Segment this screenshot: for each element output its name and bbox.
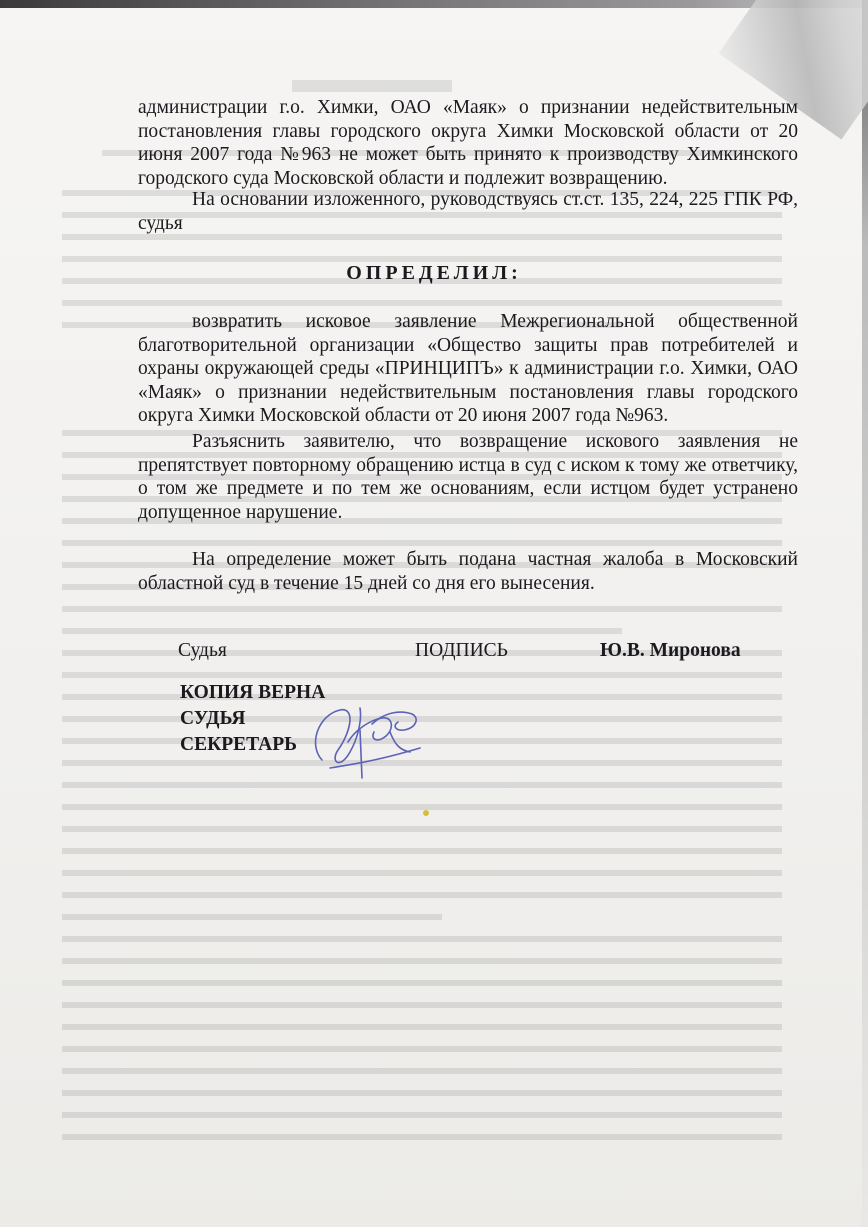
paragraph-explanation: Разъяснить заявителю, что возвращение искового заявления не препятствует повторному обращению истца в суд с иском к тому же ответчику, о том же предмете и по тем же основаниям, если истцом будет устранено допущенное нарушение. [138, 431, 798, 523]
heading-decided: ОПРЕДЕЛИЛ: [346, 262, 522, 284]
handwritten-signature-icon [300, 690, 430, 785]
judge-label: Судья [178, 640, 227, 661]
paragraph-legal-basis: На основании изложенного, руководствуясь ст.ст. 135, 224, 225 ГПК РФ, судья [138, 189, 798, 234]
paragraph-appeal: На определение может быть подана частная жалоба в Московский областной суд в течение 15 дней со дня его вынесения. [138, 549, 798, 594]
ink-dot [423, 810, 429, 816]
paragraph-return-claim: возвратить исковое заявление Межрегиональной общественной благотворительной организации «Общество защиты прав потребителей и охраны окружающей среды «ПРИНЦИПЪ» к администрации г.о. Химки, ОАО «Маяк» о признании недействительным постановления главы городского округа Химки Московской области от 20 июня 2007 года №963. [138, 311, 798, 426]
signature-label: ПОДПИСЬ [415, 640, 508, 661]
judge-caps-label: СУДЬЯ [180, 708, 246, 729]
copy-verified-label: КОПИЯ ВЕРНА [180, 682, 326, 703]
paragraph-return-reason: администрации г.о. Химки, ОАО «Маяк» о признании недействительным постановления главы городского округа Химки Московской области от 20 июня 2007 года №963 не может быть принято к производству Химкинского городского суда Московской области и подлежит возвращению. [138, 97, 798, 189]
secretary-label: СЕКРЕТАРЬ [180, 734, 298, 755]
judge-name: Ю.В. Миронова [600, 640, 741, 661]
